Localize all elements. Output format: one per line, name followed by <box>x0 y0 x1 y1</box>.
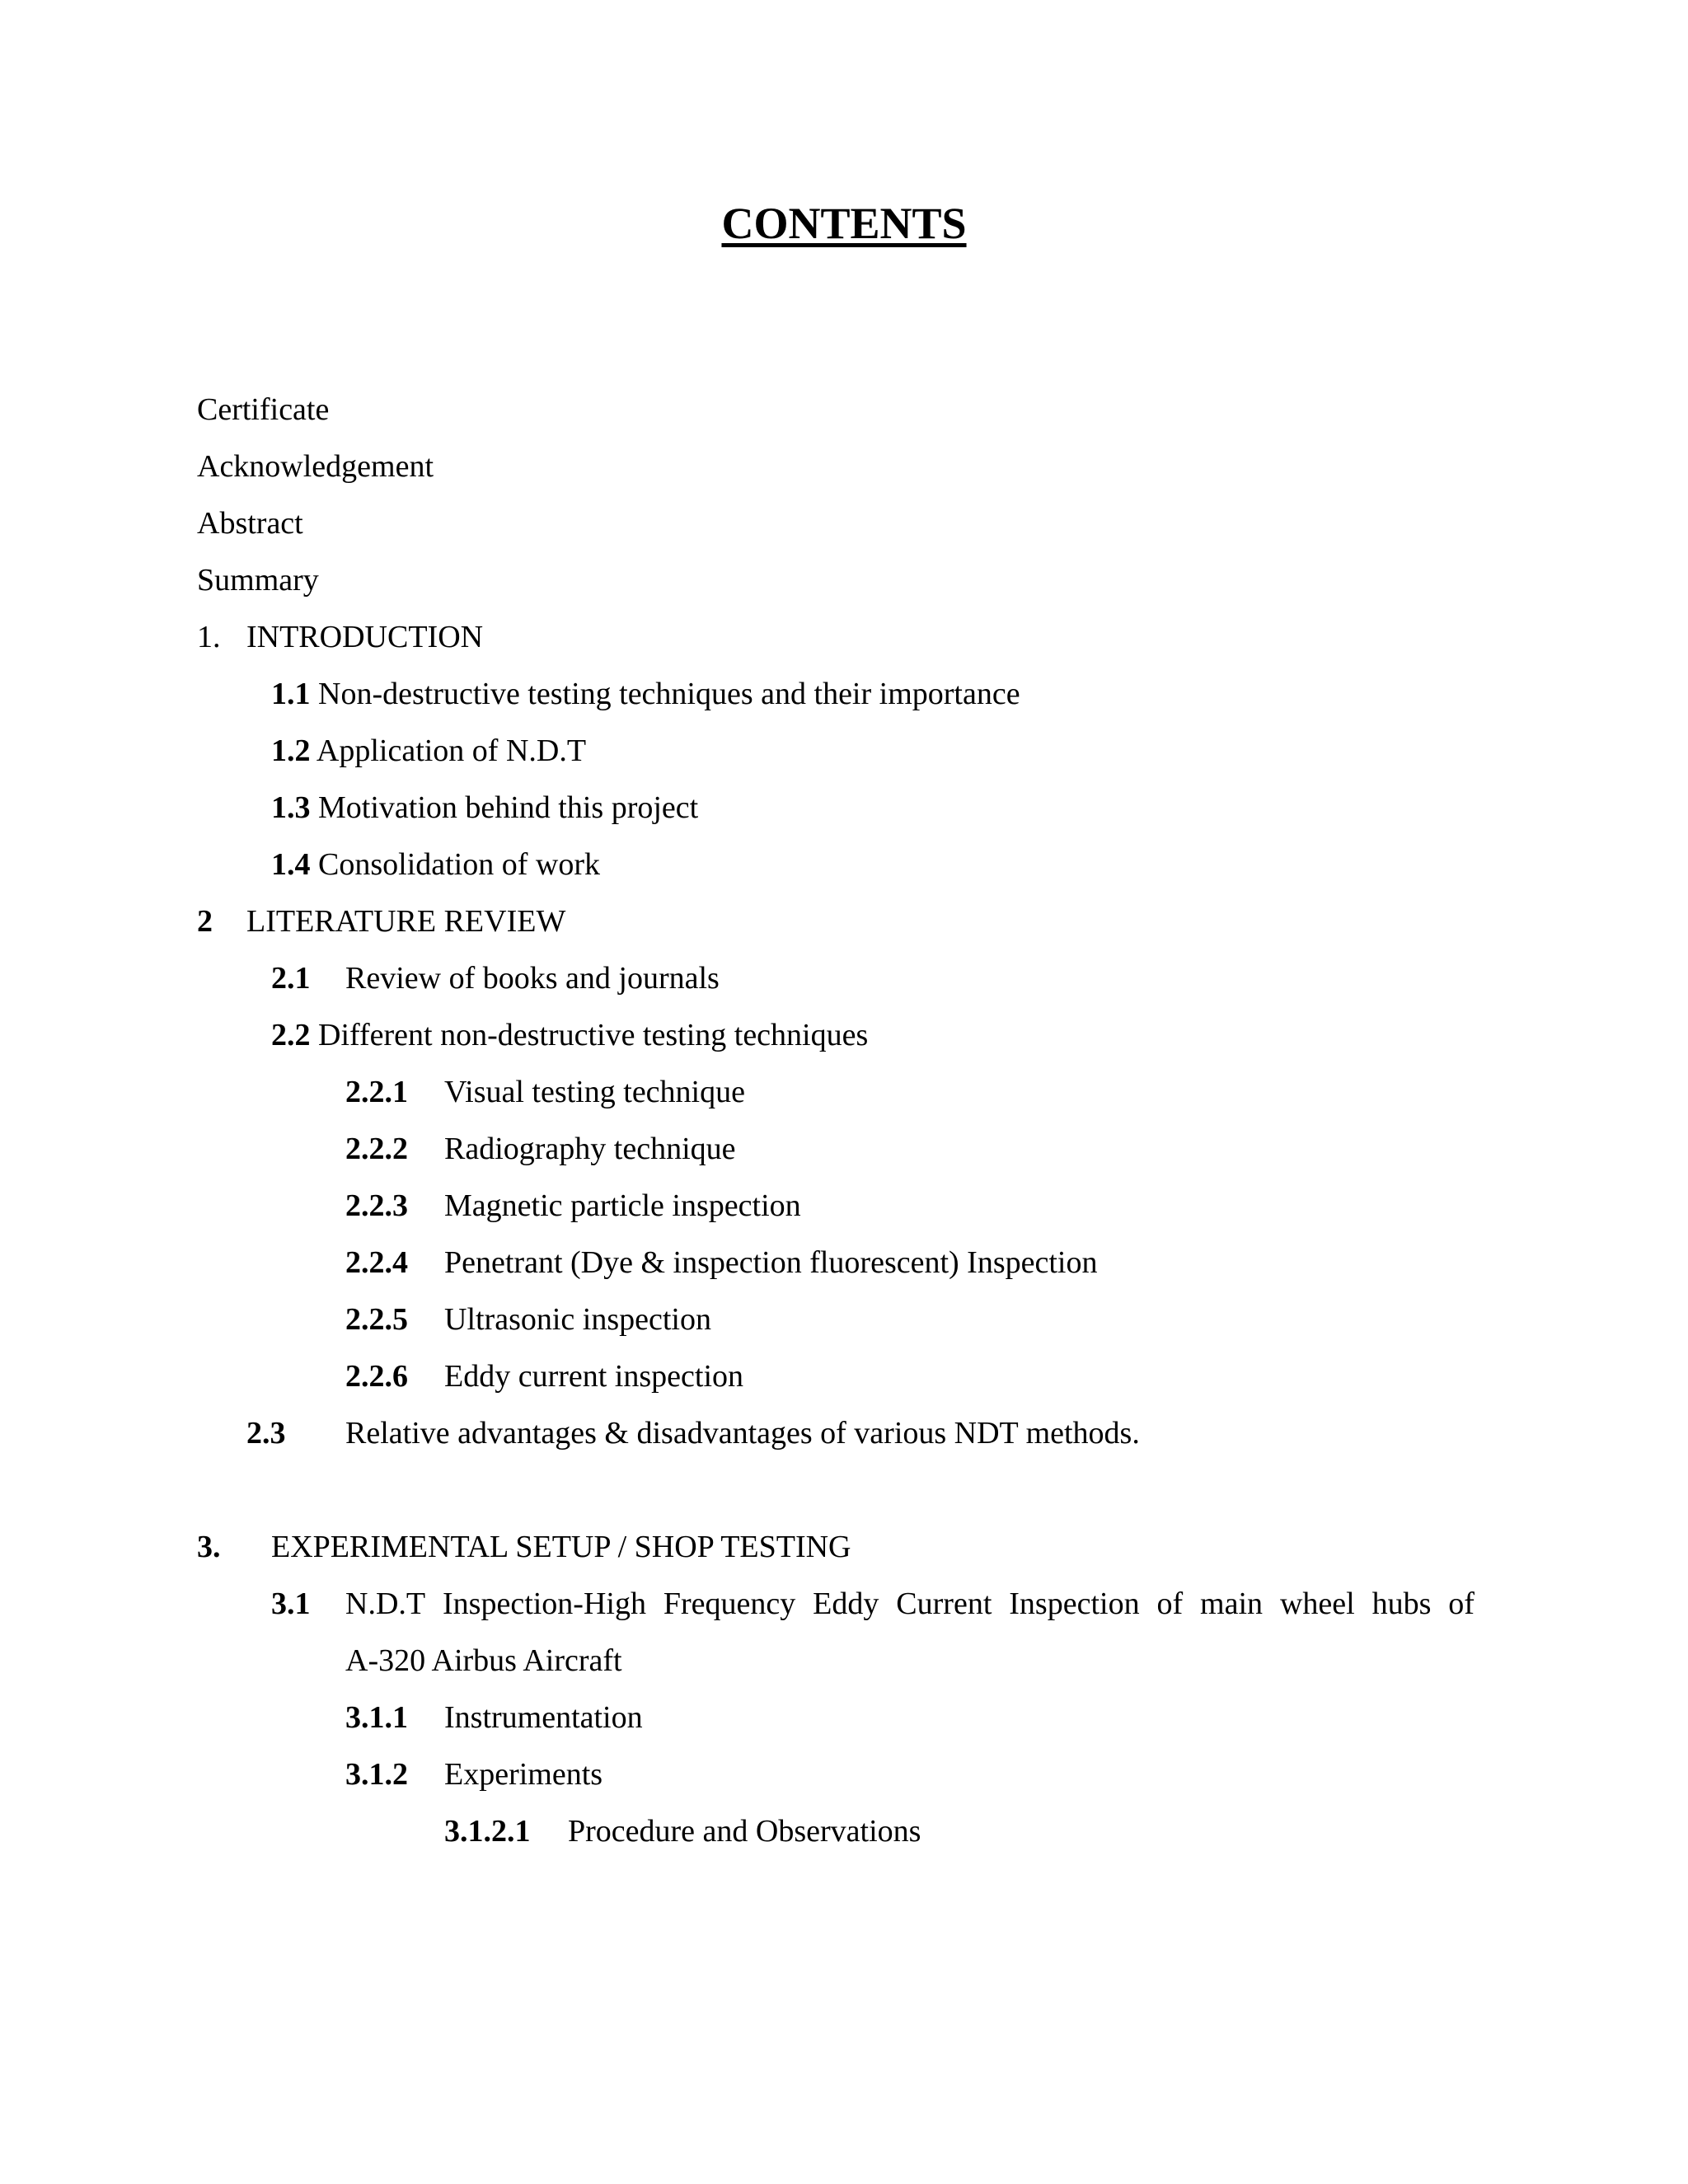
section-3-1-label-line2 <box>345 1640 622 1681</box>
toc-item-label: Summary <box>197 563 319 598</box>
section-number: 1.4 <box>271 847 311 882</box>
subsection-label: Visual testing technique <box>444 1075 745 1109</box>
subsection-number: 2.2.4 <box>345 1245 408 1280</box>
subsection-number: 3.1.1 <box>345 1700 408 1735</box>
subsection-number: 2.2.2 <box>345 1132 408 1166</box>
subsection-label: Experiments <box>444 1757 603 1792</box>
word: N.D.T <box>345 1586 426 1621</box>
word: Frequency <box>663 1586 796 1621</box>
word: Inspection <box>1009 1586 1140 1621</box>
section-number: 3.1 <box>271 1586 311 1621</box>
toc-item-certificate <box>197 389 329 430</box>
section-number: 1.2 <box>271 733 311 768</box>
section-label: Motivation behind this project <box>318 790 699 825</box>
section-label: Different non-destructive testing techniques <box>318 1018 869 1052</box>
subsection-number: 2.2.6 <box>345 1359 408 1394</box>
chapter-number: 2 <box>197 904 213 939</box>
subsection-label: Eddy current inspection <box>444 1359 744 1394</box>
subsubsection-number: 3.1.2.1 <box>444 1814 531 1849</box>
section-3-1-label-line1 <box>345 1583 1475 1624</box>
subsubsection-label: Procedure and Observations <box>568 1814 921 1849</box>
chapter-label: INTRODUCTION <box>246 620 484 654</box>
section-number: 1.3 <box>271 790 311 825</box>
subsection-label: Instrumentation <box>444 1700 643 1735</box>
section-label: A-320 Airbus Aircraft <box>345 1643 622 1678</box>
toc-item-acknowledgement <box>197 446 434 487</box>
toc-section-1-1 <box>271 673 1020 715</box>
section-number: 2.2 <box>271 1018 311 1052</box>
chapter-number: 3. <box>197 1530 221 1564</box>
subsection-number: 2.2.3 <box>345 1188 408 1223</box>
subsection-label: Penetrant (Dye & inspection fluorescent) Inspection <box>444 1245 1098 1280</box>
section-number: 1.1 <box>271 677 311 711</box>
section-label: Application of N.D.T <box>316 733 587 768</box>
word: Inspection-High <box>443 1586 646 1621</box>
word: wheel <box>1279 1586 1355 1621</box>
section-number: 2.3 <box>246 1416 286 1451</box>
chapter-label: LITERATURE REVIEW <box>246 904 566 939</box>
toc-section-1-4 <box>271 844 600 885</box>
subsection-label: Ultrasonic inspection <box>444 1302 711 1337</box>
toc-item-summary <box>197 560 319 601</box>
subsection-number: 2.2.1 <box>345 1075 408 1109</box>
toc-section-2-2 <box>271 1015 868 1056</box>
toc-item-label: Acknowledgement <box>197 449 434 484</box>
chapter-label: EXPERIMENTAL SETUP / SHOP TESTING <box>271 1530 851 1564</box>
word: main <box>1200 1586 1264 1621</box>
subsection-label: Magnetic particle inspection <box>444 1188 801 1223</box>
word: Current <box>896 1586 992 1621</box>
word: of <box>1448 1586 1475 1621</box>
section-number: 2.1 <box>271 961 311 996</box>
section-label: Review of books and journals <box>345 961 720 996</box>
subsection-label: Radiography technique <box>444 1132 736 1166</box>
word: hubs <box>1372 1586 1432 1621</box>
chapter-number: 1. <box>197 620 221 654</box>
section-label: Non-destructive testing techniques and their importance <box>318 677 1020 711</box>
word: Eddy <box>813 1586 879 1621</box>
subsection-number: 2.2.5 <box>345 1302 408 1337</box>
section-label: Relative advantages & disadvantages of various NDT methods. <box>345 1416 1140 1451</box>
subsection-number: 3.1.2 <box>345 1757 408 1792</box>
toc-item-abstract <box>197 503 303 544</box>
toc-item-label: Abstract <box>197 506 303 541</box>
toc-item-label: Certificate <box>197 392 330 427</box>
toc-section-1-2 <box>271 730 586 771</box>
section-label: Consolidation of work <box>318 847 600 882</box>
word: of <box>1156 1586 1184 1621</box>
page-title: CONTENTS <box>721 199 967 248</box>
toc-section-1-3 <box>271 787 698 828</box>
